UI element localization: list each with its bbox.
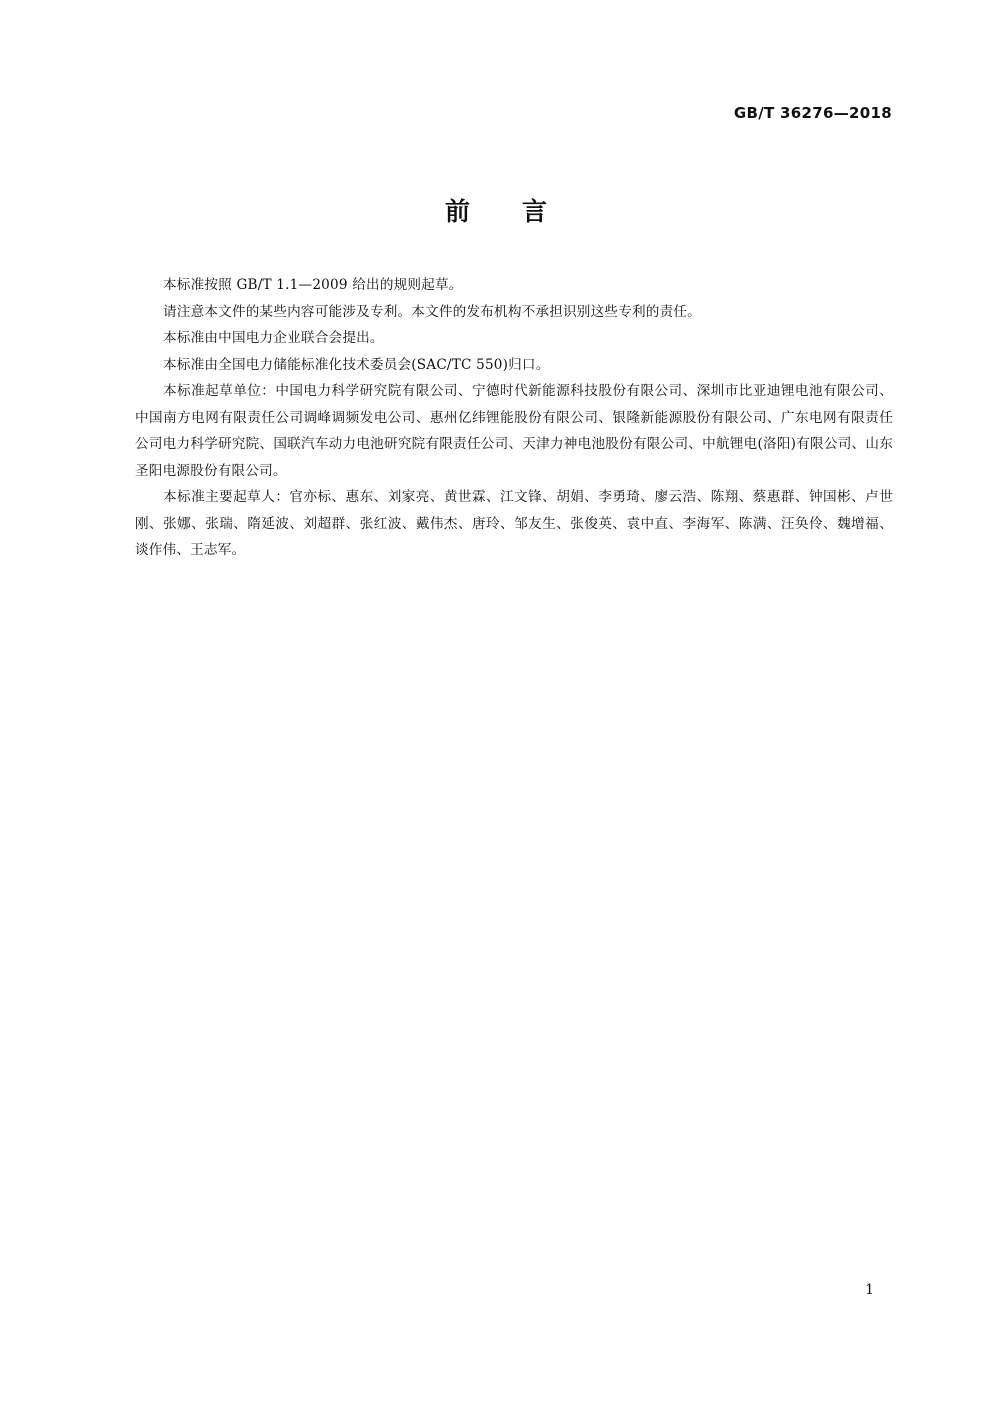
paragraph-patent-notice: 请注意本文件的某些内容可能涉及专利。本文件的发布机构不承担识别这些专利的责任。: [163, 303, 701, 320]
paragraph-administrator: 本标准由全国电力储能标准化技术委员会(SAC/TC 550)归口。: [163, 356, 550, 373]
paragraph-drafters: 本标准主要起草人：官亦标、惠东、刘家亮、黄世霖、江文锋、胡娟、李勇琦、廖云浩、陈翔、蔡惠群、钟国彬、卢世刚、张娜、张瑞、隋延波、刘超群、张红波、戴伟杰、唐玲、邹友生、张俊英、袁中直、李海军、陈满、汪奂伶、魏增福、谈作伟、王志军。: [135, 489, 893, 558]
paragraph-drafting-units: 本标准起草单位：中国电力科学研究院有限公司、宁德时代新能源科技股份有限公司、深圳市比亚迪锂电池有限公司、中国南方电网有限责任公司调峰调频发电公司、惠州亿纬锂能股份有限公司、银隆新能源股份有限公司、广东电网有限责任公司电力科学研究院、国联汽车动力电池研究院有限责任公司、天津力神电池股份有限公司、中航锂电(洛阳)有限公司、山东圣阳电源股份有限公司。: [135, 383, 893, 479]
foreword-body: [135, 272, 893, 564]
paragraph-drafting-rules: 本标准按照 GB/T 1.1—2009 给出的规则起草。: [163, 277, 463, 293]
standard-code: GB/T 36276—2018: [733, 104, 892, 122]
page-title: 前言: [444, 197, 599, 226]
page-number: 1: [865, 1282, 874, 1298]
paragraph-proposer: 本标准由中国电力企业联合会提出。: [163, 330, 384, 346]
